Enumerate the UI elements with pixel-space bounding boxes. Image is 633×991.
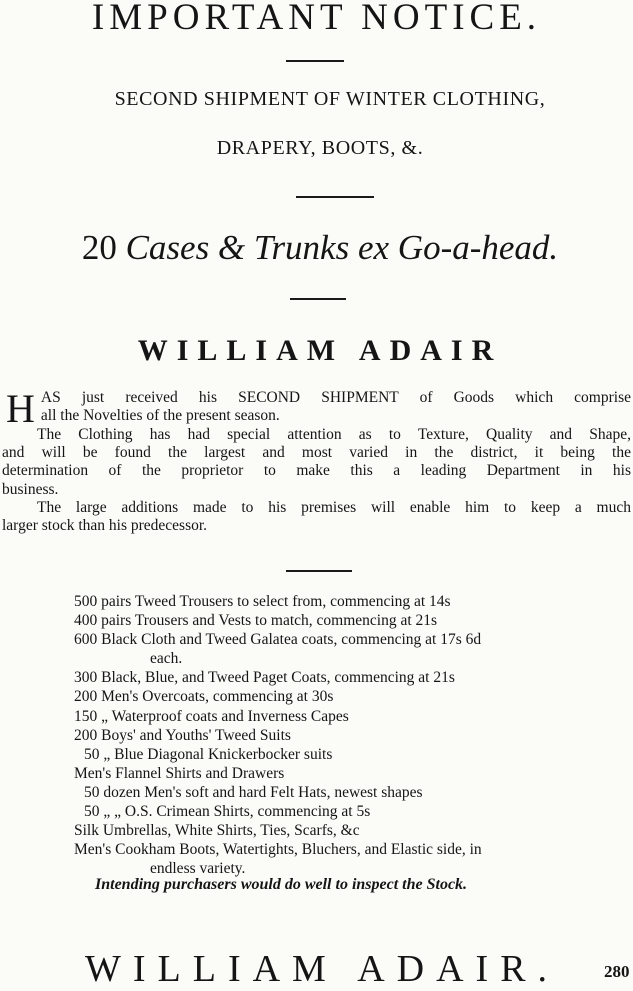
list-item: endless variety. xyxy=(150,860,246,878)
para3-line-2: larger stock than his predecessor. xyxy=(2,517,208,535)
list-item: 50 „ „ O.S. Crimean Shirts, commencing at 5s xyxy=(84,803,371,821)
list-item: 200 Boys' and Youths' Tweed Suits xyxy=(74,726,291,744)
para3-line-1: The large additions made to his premises will enable him to keep a much xyxy=(37,498,631,516)
list-item: 50 „ Blue Diagonal Knickerbocker suits xyxy=(84,745,333,763)
list-item: 400 pairs Trousers and Vests to match, commencing at 21s xyxy=(74,612,438,630)
subtitle-line-2: DRAPERY, BOOTS, &. xyxy=(216,137,424,159)
merchant-name: WILLIAM ADAIR xyxy=(137,334,503,367)
announcement-paragraph xyxy=(2,386,631,535)
cases-number: 20 xyxy=(81,228,117,267)
notice-title: IMPORTANT NOTICE. xyxy=(91,0,542,38)
divider-rule xyxy=(296,196,374,198)
drop-cap: H xyxy=(6,386,35,431)
cases-heading xyxy=(10,228,630,268)
page-number: 280 xyxy=(604,962,630,981)
list-item: each. xyxy=(150,650,183,668)
list-item: 200 Men's Overcoats, commencing at 30s xyxy=(74,688,334,706)
signature: WILLIAM ADAIR. xyxy=(85,948,560,990)
para1-line-2: all the Novelties of the present season. xyxy=(40,407,280,425)
list-item: 50 dozen Men's soft and hard Felt Hats, newest shapes xyxy=(84,783,423,801)
list-item: 300 Black, Blue, and Tweed Paget Coats, commencing at 21s xyxy=(74,669,455,687)
divider-rule xyxy=(286,570,352,572)
list-item: Men's Flannel Shirts and Drawers xyxy=(74,764,285,782)
subtitle-line-1: SECOND SHIPMENT OF WINTER CLOTHING, xyxy=(114,88,546,110)
divider-rule xyxy=(290,298,346,300)
list-item: Silk Umbrellas, White Shirts, Ties, Scarfs, &c xyxy=(74,822,360,840)
list-item: Men's Cookham Boots, Watertights, Bluchers, and Elastic side, in xyxy=(74,841,482,859)
para1-line-1: AS just received his SECOND SHIPMENT of Goods which comprise xyxy=(40,389,631,406)
closing-line: Intending purchasers would do well to inspect the Stock. xyxy=(95,876,468,893)
para2-line-2: and will be found the largest and most varied in the district, it being the xyxy=(2,444,631,462)
divider-rule xyxy=(286,60,344,62)
list-item: 500 pairs Tweed Trousers to select from, commencing at 14s xyxy=(74,593,451,610)
para2-line-4: business. xyxy=(2,480,59,498)
list-item: 150 „ Waterproof coats and Inverness Capes xyxy=(74,707,349,725)
list-item: 600 Black Cloth and Tweed Galatea coats, commencing at 17s 6d xyxy=(74,631,482,649)
stock-list xyxy=(74,592,632,878)
cases-text: Cases & Trunks ex Go-a-head. xyxy=(125,228,559,267)
para2-line-1: The Clothing has had special attention as to Texture, Quality and Shape, xyxy=(37,426,631,443)
para2-line-3: determination of the proprietor to make this a leading Department in his xyxy=(2,462,631,480)
